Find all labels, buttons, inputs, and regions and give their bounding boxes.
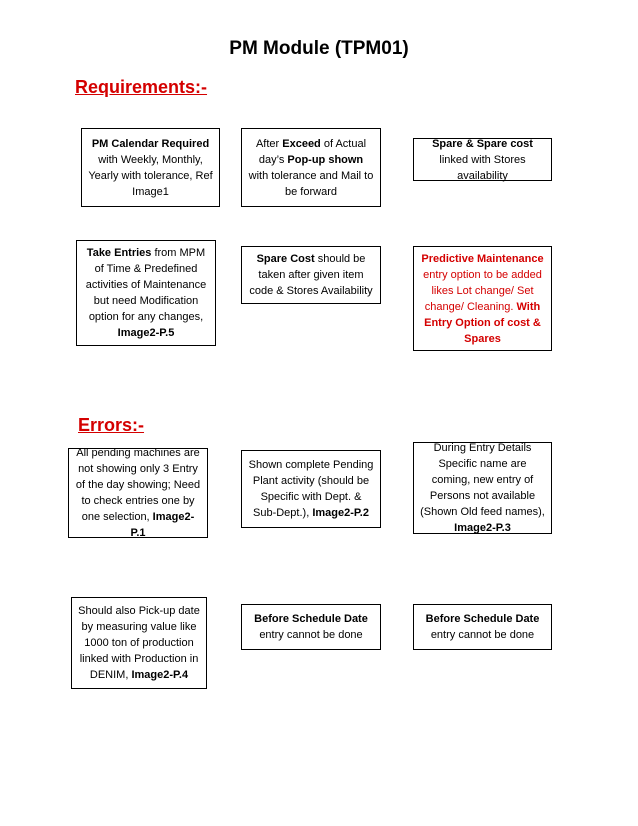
err4-text: Should also Pick-up date by measuring value like 1000 ton of production linked with Production in DENIM, — [78, 605, 200, 681]
req3-text: linked with Stores availability — [439, 153, 526, 182]
error-box-3 — [413, 442, 552, 534]
requirement-box-4 — [76, 240, 216, 346]
req2-text-2: of Actual day’s — [258, 137, 367, 166]
req2-bold-2: Pop-up shown — [287, 153, 364, 166]
req1-text: with Weekly, Monthly, Yearly with tolerance, Ref Image1 — [88, 153, 213, 198]
requirement-box-5 — [241, 246, 381, 304]
req3-bold: Spare & Spare cost — [432, 137, 533, 150]
error-box-2 — [241, 450, 381, 528]
err1-text: All pending machines are not showing only 3 Entry of the day showing; Need to check entries one by one selection, — [75, 447, 201, 523]
req2-bold-1: Exceed — [282, 137, 321, 150]
req5-text: should be taken after given item code & Stores Availability — [249, 253, 373, 297]
error-box-1 — [68, 448, 208, 538]
req4-text: from MPM of Time & Predefined activities of Maintenance but need Modification option for any changes, — [85, 247, 207, 323]
err6-bold: Before Schedule Date — [425, 613, 540, 625]
err1-bold: Image2-P.1 — [130, 511, 195, 539]
page-title: PM Module (TPM01) — [229, 38, 409, 59]
requirement-box-2 — [241, 128, 381, 207]
req6-bold-1: Predictive Maintenance — [421, 252, 544, 265]
requirement-box-6 — [413, 246, 552, 351]
err5-text: entry cannot be done — [259, 629, 363, 641]
err5-bold: Before Schedule Date — [254, 613, 368, 625]
req5-bold: Spare Cost — [256, 253, 315, 265]
err6-text: entry cannot be done — [430, 629, 535, 641]
req4-bold-2: Image2-P.5 — [117, 327, 175, 339]
err2-text: Shown complete Pending Plant activity (should be Specific with Dept. & Sub-Dept.), — [248, 459, 374, 519]
req2-text-3: with tolerance and Mail to be forward — [248, 169, 374, 198]
error-box-4 — [71, 597, 207, 689]
requirements-heading: Requirements:- — [75, 77, 208, 97]
errors-heading: Errors:- — [78, 415, 145, 435]
requirement-box-1 — [81, 128, 220, 207]
error-box-6 — [413, 604, 552, 650]
req2-text-1: After — [255, 137, 283, 150]
req6-text: entry option to be added likes Lot change/ Set change/ Cleaning. — [423, 268, 542, 313]
req4-bold-1: Take Entries — [86, 247, 152, 259]
req6-bold-2: With Entry Option of cost & Spares — [424, 300, 541, 345]
error-box-5 — [241, 604, 381, 650]
err3-bold: Image2-P.3 — [454, 522, 511, 534]
err4-bold: Image2-P.4 — [131, 669, 189, 681]
err3-text: During Entry Details Specific name are coming, new entry of Persons not available (Shown Old feed names), — [420, 442, 545, 518]
requirement-box-3 — [413, 138, 552, 181]
req1-bold: PM Calendar Required — [91, 137, 210, 150]
err2-bold: Image2-P.2 — [312, 507, 369, 519]
